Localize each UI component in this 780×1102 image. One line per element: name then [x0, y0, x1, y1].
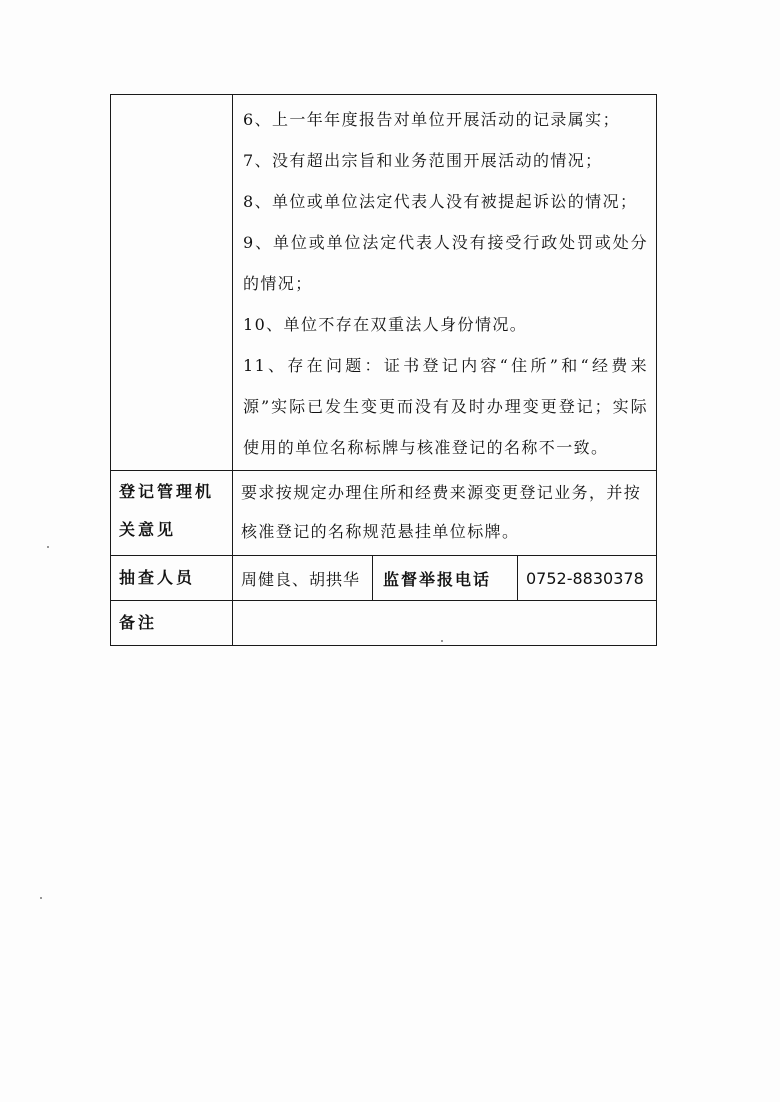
- scan-speck: [47, 546, 49, 548]
- remarks-label: 备注: [111, 601, 233, 646]
- opinion-text: 要求按规定办理住所和经费来源变更登记业务，并按核准登记的名称规范悬挂单位标牌。: [233, 471, 657, 556]
- inspector-names: 周健良、胡拱华: [233, 556, 373, 601]
- finding-item: 9、单位或单位法定代表人没有接受行政处罚或处分的情况；: [243, 233, 649, 293]
- findings-row: [111, 95, 657, 471]
- supervision-phone-label: 监督举报电话: [373, 556, 518, 601]
- findings-label-cell: [111, 95, 233, 471]
- scan-speck: [441, 640, 443, 642]
- finding-item: 6、上一年年度报告对单位开展活动的记录属实；: [243, 110, 620, 129]
- inspector-label: 抽查人员: [111, 556, 233, 601]
- inspection-form-table: [110, 94, 657, 646]
- finding-item: 10、单位不存在双重法人身份情况。: [243, 315, 528, 334]
- inspector-row: [111, 556, 657, 601]
- finding-item: 8、单位或单位法定代表人没有被提起诉讼的情况；: [243, 192, 638, 211]
- remarks-value: [233, 601, 657, 646]
- remarks-row: [111, 601, 657, 646]
- finding-item: 7、没有超出宗旨和业务范围开展活动的情况；: [243, 151, 603, 170]
- opinion-row: [111, 471, 657, 556]
- scan-speck: [40, 897, 42, 899]
- supervision-phone-number: 0752-8830378: [518, 556, 657, 601]
- opinion-label: 登记管理机关意见: [111, 471, 233, 556]
- findings-cell: [233, 95, 657, 471]
- finding-item: 11、存在问题：证书登记内容“住所”和“经费来源”实际已发生变更而没有及时办理变更登记；实际使用的单位名称标牌与核准登记的名称不一致。: [243, 356, 649, 457]
